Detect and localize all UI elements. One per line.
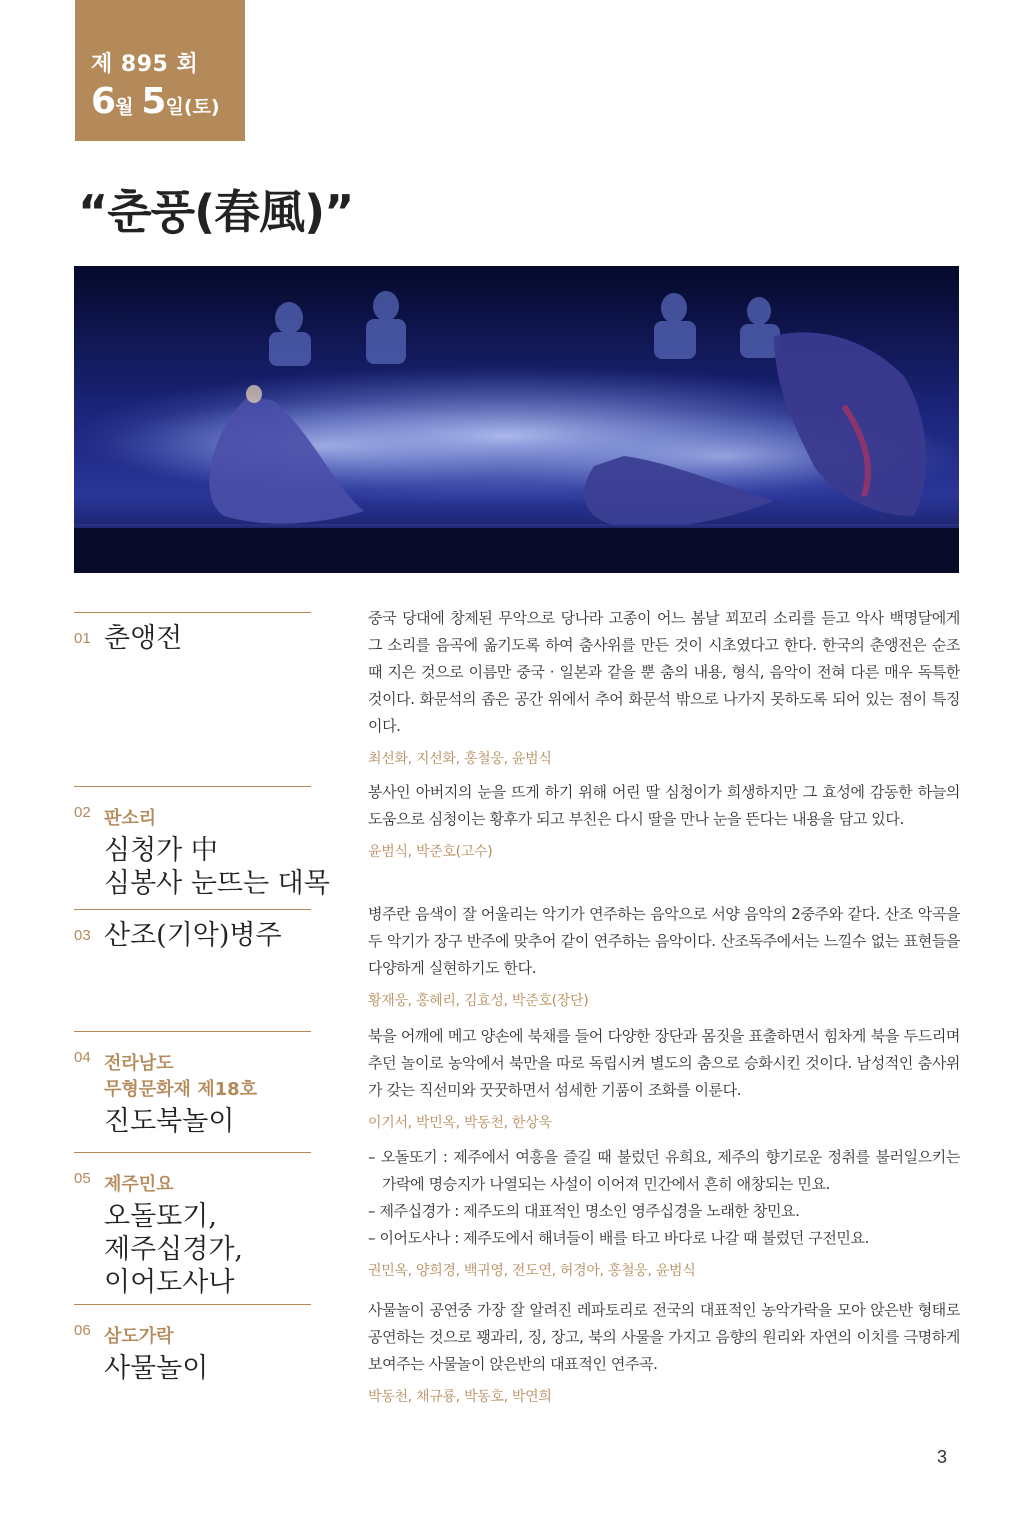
program-03-details: [368, 901, 960, 1010]
program-description: 중국 당대에 창제된 무악으로 당나라 고종이 어느 봄날 꾀꼬리 소리를 듣고 악사 백명달에게 그 소리를 음곡에 옮기도록 하여 춤사위를 만든 것이 시초였다고 한다. 한국의 춘앵전은 순조때 지은 것으로 이름만 중국 · 일본과 같을 뿐 춤의 내용, 형식, 음악이 전혀 다른 매우 독특한 것이다. 화문석의 좁은 공간 위에서 추어 화문석 밖으로 나가지 못하도록 되어 있는 점이 특징이다.: [368, 609, 960, 735]
program-performers: 윤범식, 박준호(고수): [368, 844, 493, 860]
program-number: 04: [74, 1049, 91, 1066]
program-title-line-3: 이어도사나: [104, 1267, 235, 1298]
program-title-line-1: 심청가 中: [104, 835, 218, 866]
program-title: 산조(기악)병주: [104, 920, 282, 951]
program-04-heading: [74, 1031, 311, 1138]
program-category: 전라남도: [104, 1053, 174, 1074]
program-description: 북을 어깨에 메고 양손에 북채를 들어 다양한 장단과 몸짓을 표출하면서 힘차게 북을 두드리며 추던 놀이로 농악에서 북만을 따로 독립시켜 별도의 춤으로 승화시킨 것이다. 남성적인 춤사위가 갖는 직선미와 꿋꿋하면서 섬세한 기품이 조화를 이룬다.: [368, 1027, 960, 1099]
program-05-details: [368, 1144, 960, 1280]
date-badge: [75, 0, 245, 141]
program-performers: 권민옥, 양희경, 백귀영, 전도연, 허경아, 홍철웅, 윤범식: [368, 1263, 696, 1279]
program-category: 판소리: [104, 808, 157, 829]
program-03-heading: [74, 909, 311, 952]
program-category: 삼도가락: [104, 1326, 174, 1347]
song-item: – 이어도사나 : 제주도에서 해녀들이 배를 타고 바다로 나갈 때 불렀던 구전민요.: [368, 1229, 869, 1247]
month-number: 6: [91, 81, 116, 122]
day-number: 5: [141, 81, 166, 122]
program-number: 02: [74, 804, 91, 821]
stage-photo-illustration: [74, 266, 959, 573]
song-item: – 제주십경가 : 제주도의 대표적인 명소인 영주십경을 노래한 창민요.: [368, 1202, 800, 1220]
program-02-details: [368, 779, 960, 861]
program-06-heading: [74, 1304, 311, 1385]
page-title: “춘풍(春風)”: [78, 185, 354, 239]
program-performers: 최선화, 지선화, 홍철웅, 윤범식: [368, 751, 552, 767]
program-number: 06: [74, 1322, 91, 1339]
program-number: 03: [74, 927, 91, 944]
program-description: 사물놀이 공연중 가장 잘 알려진 레파토리로 전국의 대표적인 농악가락을 모아 앉은반 형태로 공연하는 것으로 꽹과리, 징, 장고, 북의 사물을 가지고 음향의 원리와 자연의 이치를 극명하게 보여주는 사물놀이 앉은반의 대표적인 연주곡.: [368, 1301, 960, 1373]
program-04-details: [368, 1023, 960, 1132]
program-title: 춘앵전: [104, 623, 183, 654]
program-title-line-1: 오돌또기,: [104, 1201, 217, 1232]
program-number: 01: [74, 630, 91, 647]
program-category-2: 무형문화재 제18호: [104, 1079, 258, 1100]
episode-number: 제 895 회: [91, 52, 199, 77]
program-number: 05: [74, 1170, 91, 1187]
program-performers: 황재웅, 홍혜리, 김효성, 박준호(장단): [368, 993, 589, 1009]
program-title-line-2: 제주십경가,: [104, 1234, 243, 1265]
program-description: 병주란 음색이 잘 어울리는 악기가 연주하는 음악으로 서양 음악의 2중주와 같다. 산조 악곡을 두 악기가 장구 반주에 맞추어 같이 연주하는 음악이다. 산조독주에서는 느낄수 없는 표현들을 다양하게 실현하기도 한다.: [368, 905, 960, 977]
program-performers: 이기서, 박민옥, 박동천, 한상욱: [368, 1115, 552, 1131]
program-description: 봉사인 아버지의 눈을 뜨게 하기 위해 어린 딸 심청이가 희생하지만 그 효성에 감동한 하늘의 도움으로 심청이는 황후가 되고 부친은 다시 딸을 만나 눈을 뜬다는 내용을 담고 있다.: [368, 783, 960, 828]
stage-photo: [74, 266, 959, 573]
song-item: – 오돌또기 : 제주에서 여흥을 즐길 때 불렀던 유희요, 제주의 향기로운 정취를 불러일으키는 가락에 명승지가 나열되는 사설이 이어져 민간에서 흔히 애창되는 민요.: [368, 1148, 960, 1193]
program-category: 제주민요: [104, 1174, 174, 1195]
day-unit: 일(토): [165, 96, 220, 118]
program-song-list: [368, 1144, 960, 1252]
performance-date: [91, 82, 245, 128]
program-02-heading: [74, 786, 330, 900]
program-title-line-2: 심봉사 눈뜨는 대목: [104, 868, 330, 899]
program-title: 진도북놀이: [104, 1106, 235, 1137]
program-05-heading: [74, 1152, 311, 1299]
program-performers: 박동천, 채규룡, 박동호, 박연희: [368, 1389, 552, 1405]
program-06-details: [368, 1297, 960, 1406]
page-number: 3: [937, 1447, 948, 1467]
program-01-details: [368, 605, 960, 768]
month-unit: 월: [115, 96, 134, 118]
program-01-heading: [74, 612, 311, 655]
program-title: 사물놀이: [104, 1353, 209, 1384]
